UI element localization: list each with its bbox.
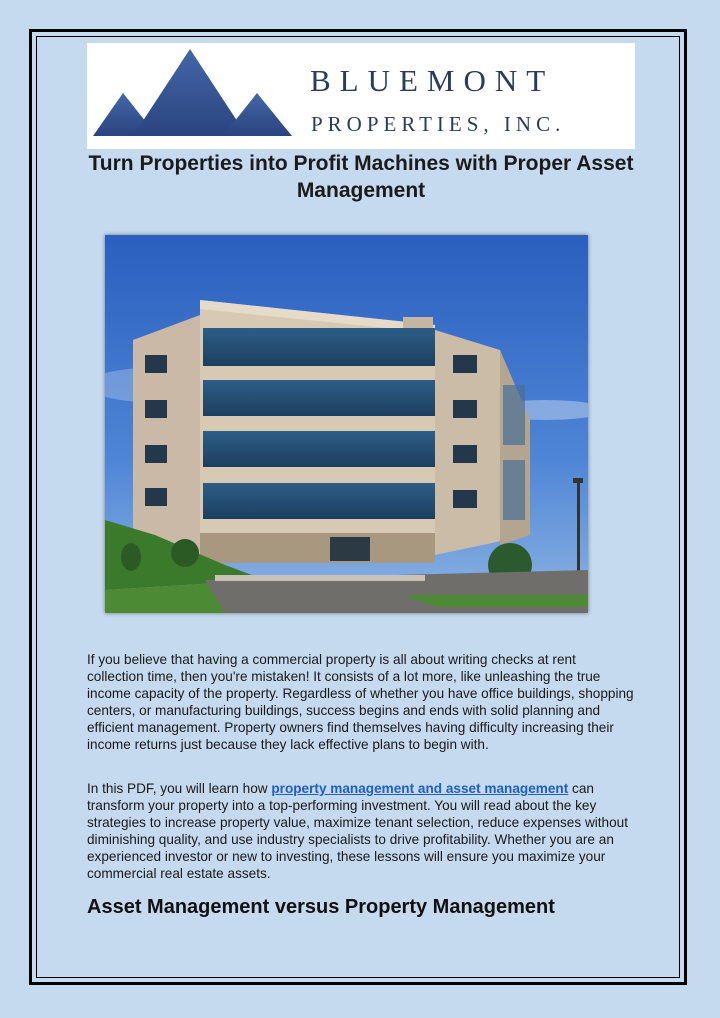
section-heading: Asset Management versus Property Management <box>87 896 555 918</box>
intro-paragraph: If you believe that having a commercial property is all about writing checks at rent collection time, then you're mistaken! It consists of a lot more, like unleashing the true income capacity of the property. Regardless of whether you have office buildings, shopping centers, or manufacturing buildings, success begins and ends with solid planning and efficient management. Property owners find themselves having difficulty increasing their income returns just because they lack effective plans to begin with. <box>87 652 634 752</box>
asset-management-link[interactable]: property management and asset management <box>271 781 569 796</box>
logo-name: BLUEMONT <box>310 63 555 98</box>
company-logo <box>87 43 635 149</box>
paragraph-text-start: In this PDF, you will learn how <box>87 781 272 796</box>
page-title: Turn Properties into Profit Machines with Proper Asset Management <box>88 152 634 202</box>
logo-subtitle: PROPERTIES, INC. <box>311 112 566 136</box>
paragraph-text-end: can transform your property into a top-performing investment. You will read about the key strategies to increase property value, maximize tenant selection, reduce expenses without diminishing quality, and use industry specialists to drive profitability. Whether you are an experienced investor or new to investing, these lessons will ensure you maximize your commercial real estate assets. <box>87 781 629 881</box>
office-building-photo <box>105 235 588 613</box>
pdf-overview-paragraph <box>87 780 635 882</box>
